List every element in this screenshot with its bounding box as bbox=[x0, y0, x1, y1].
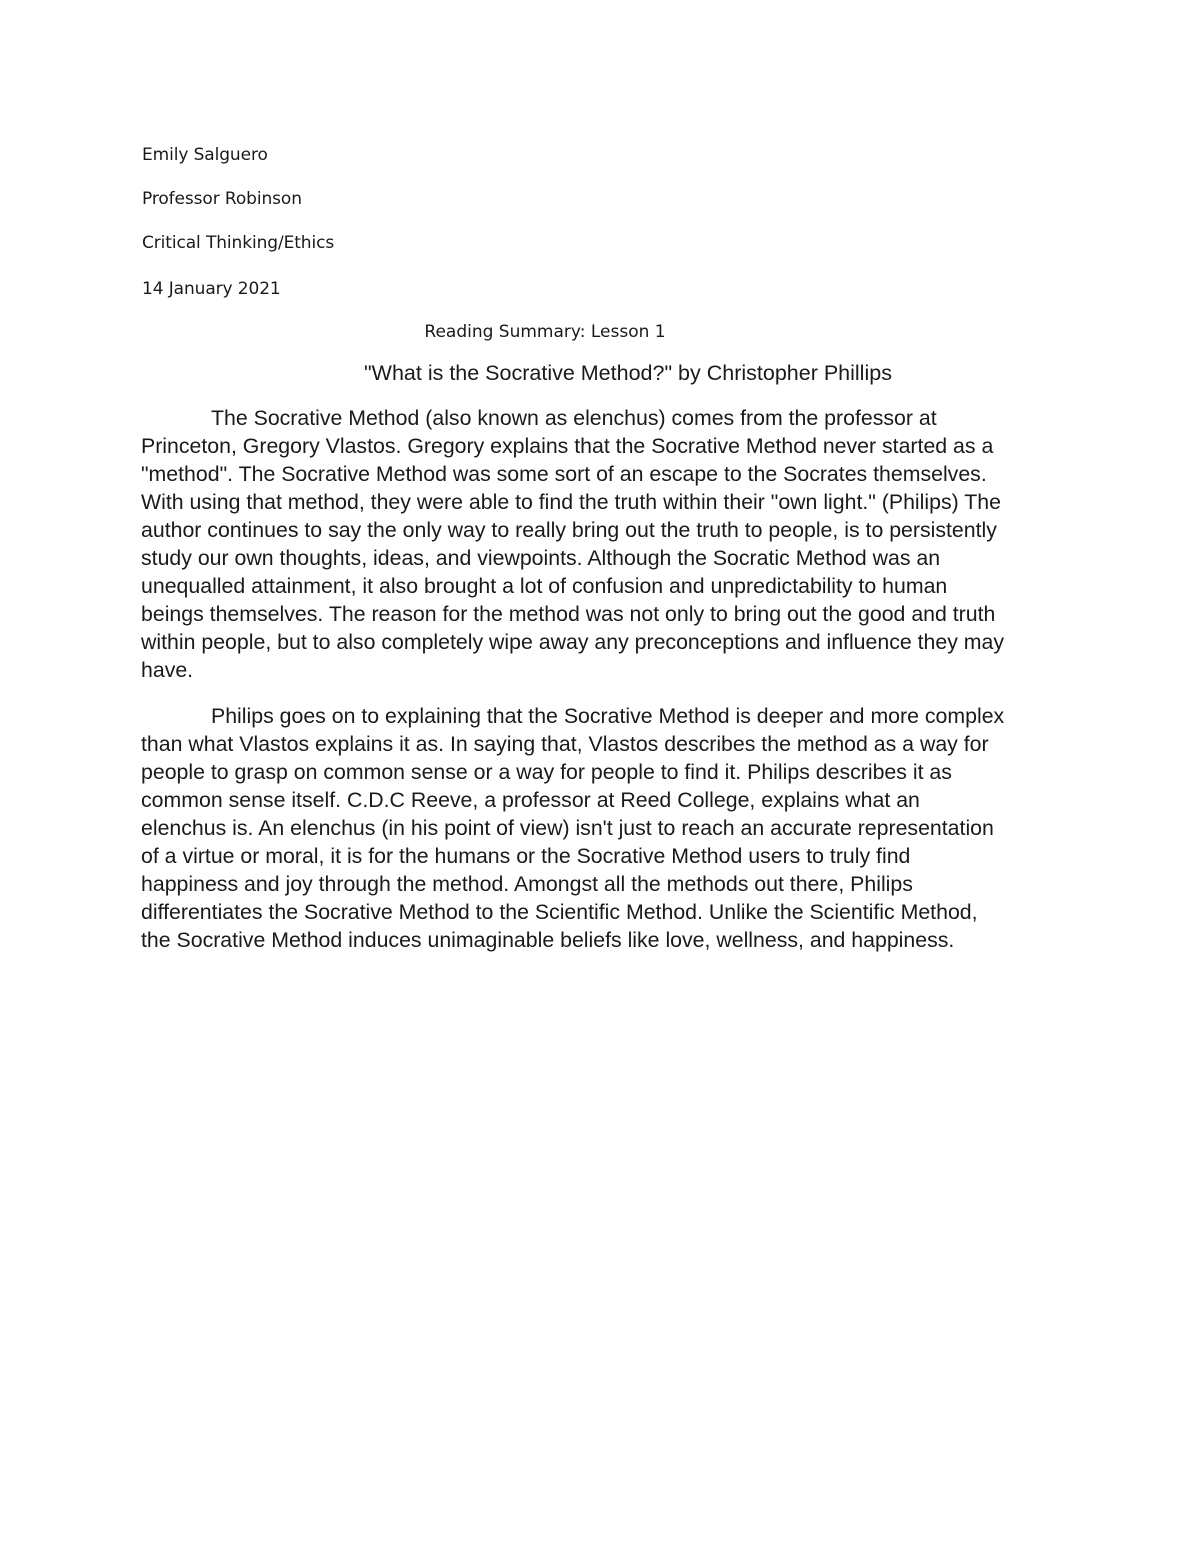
paragraph-line: people to grasp on common sense or a way for people to find it. Philips describes it as bbox=[141, 760, 952, 784]
paragraph-line: study our own thoughts, ideas, and viewpoints. Although the Socratic Method was an bbox=[141, 546, 941, 570]
body-paragraph bbox=[141, 702, 1066, 954]
paragraph-line: differentiates the Socrative Method to the Scientific Method. Unlike the Scientific Method, bbox=[141, 900, 978, 924]
paragraph-line: "method". The Socrative Method was some sort of an escape to the Socrates themselves. bbox=[141, 462, 987, 486]
paragraph-line: within people, but to also completely wipe away any preconceptions and influence they may bbox=[141, 630, 1005, 654]
paragraph-line: common sense itself. C.D.C Reeve, a professor at Reed College, explains what an bbox=[141, 788, 920, 812]
paragraph-line: the Socrative Method induces unimaginable beliefs like love, wellness, and happiness. bbox=[141, 928, 955, 952]
course-name: Critical Thinking/Ethics bbox=[142, 233, 335, 253]
professor-name: Professor Robinson bbox=[142, 189, 302, 209]
paragraph-line: have. bbox=[141, 658, 194, 682]
author-name: Emily Salguero bbox=[142, 145, 268, 165]
paragraph-line: author continues to say the only way to really bring out the truth to people, is to persistently bbox=[141, 518, 997, 542]
paragraph-line: Princeton, Gregory Vlastos. Gregory explains that the Socrative Method never started as a bbox=[141, 434, 994, 458]
paragraph-line: unequalled attainment, it also brought a lot of confusion and unpredictability to human bbox=[141, 574, 948, 598]
body-paragraph bbox=[141, 404, 1066, 684]
paragraph-line: than what Vlastos explains it as. In saying that, Vlastos describes the method as a way for bbox=[141, 732, 989, 756]
paragraph-line: of a virtue or moral, it is for the humans or the Socrative Method users to truly find bbox=[141, 844, 911, 868]
document-date: 14 January 2021 bbox=[142, 279, 281, 299]
paragraph-line: happiness and joy through the method. Amongst all the methods out there, Philips bbox=[141, 872, 913, 896]
paragraph-line: beings themselves. The reason for the method was not only to bring out the good and truth bbox=[141, 602, 996, 626]
paragraph-line: The Socrative Method (also known as elenchus) comes from the professor at bbox=[211, 406, 937, 430]
paragraph-line: elenchus is. An elenchus (in his point of view) isn't just to reach an accurate representation bbox=[141, 816, 994, 840]
article-title: "What is the Socrative Method?" by Christopher Phillips bbox=[364, 361, 892, 385]
paragraph-line: Philips goes on to explaining that the Socrative Method is deeper and more complex bbox=[211, 704, 1005, 728]
summary-heading: Reading Summary: Lesson 1 bbox=[424, 322, 666, 342]
paragraph-line: With using that method, they were able to find the truth within their "own light." (Philips) The bbox=[141, 490, 1001, 514]
